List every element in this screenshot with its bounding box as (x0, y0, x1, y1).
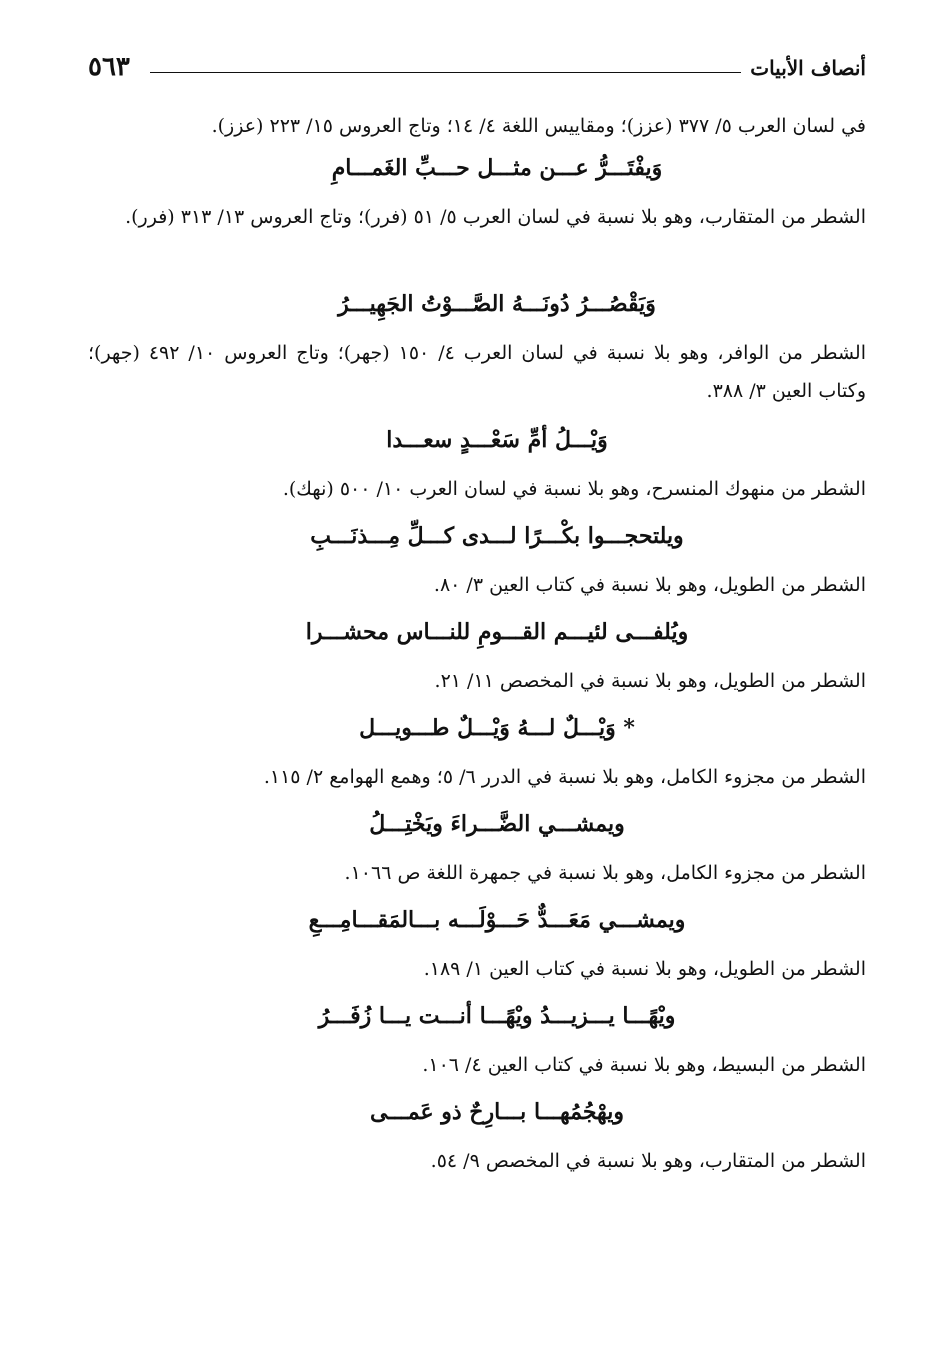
source-note: الشطر من منهوك المنسرح، وهو بلا نسبة في لسان العرب ١٠/ ٥٠٠ (نهك). (282, 478, 866, 500)
hemistich: وَيفْتَـــرُّ عـــن مثـــل حـــبِّ الغَمـــامِ (331, 155, 663, 181)
header-rule (150, 72, 741, 73)
source-note: الشطر من مجزوء الكامل، وهو بلا نسبة في الدرر ٦/ ٥؛ وهمع الهوامع ٢/ ١١٥. (263, 766, 866, 788)
source-note: الشطر من المتقارب، وهو بلا نسبة في المخصص ٩/ ٥٤. (430, 1150, 866, 1172)
hemistich: * وَيْـــلٌ لـــهُ وَيْـــلٌ طـــويـــل (359, 715, 635, 741)
hemistich: وَيْـــلُ أمِّ سَعْـــدٍ سعـــدا (386, 427, 608, 453)
source-note: الشطر من الطويل، وهو بلا نسبة في كتاب العين ٣/ ٨٠. (433, 574, 866, 596)
hemistich: ويهْجُمُهـــا بـــارِحٌ ذو عَمـــى (370, 1099, 624, 1125)
source-note: الشطر من الوافر، وهو بلا نسبة في لسان العرب ٤/ ١٥٠ (جهر)؛ وتاج العروس ١٠/ ٤٩٢ (جهر)؛ وكتاب العين ٣/ ٣٨٨. (88, 342, 866, 402)
hemistich: ويْهًـــا يـــزيـــدُ ويْهًـــا أنـــت يـــا زُفَـــرُ (318, 1003, 676, 1029)
verse-entry (88, 148, 866, 278)
page-content (88, 108, 866, 1188)
running-title: أنصاف الأبيات (750, 56, 866, 80)
verse-entry (88, 708, 866, 798)
page-number: ٥٦٣ (88, 52, 130, 82)
lead-line: في لسان العرب ٥/ ٣٧٧ (عزز)؛ ومقاييس اللغة ٤/ ١٤؛ وتاج العروس ١٥/ ٢٢٣ (عزز). (211, 115, 866, 137)
verse-entry (88, 996, 866, 1086)
hemistich: ويلتحجـــوا بكْـــرًا لـــدى كـــلِّ مِـــذنَـــبِ (310, 523, 684, 549)
source-note: الشطر من المتقارب، وهو بلا نسبة في لسان العرب ٥/ ٥١ (فرر)؛ وتاج العروس ١٣/ ٣١٣ (فرر). (125, 206, 866, 228)
page-header (88, 52, 866, 92)
source-note: الشطر من البسيط، وهو بلا نسبة في كتاب العين ٤/ ١٠٦. (422, 1054, 866, 1076)
source-note: الشطر من الطويل، وهو بلا نسبة في المخصص ١١/ ٢١. (434, 670, 866, 692)
verse-entry (88, 900, 866, 990)
hemistich: ويمشـــي الضَّـــراءَ ويَخْتِـــلُ (369, 811, 625, 837)
hemistich: وَيَقْصُـــرُ دُونَـــهُ الصَّـــوْتُ الجَهِيـــرُ (338, 291, 656, 317)
verse-entry (88, 420, 866, 510)
verse-entry (88, 804, 866, 894)
verse-entry (88, 612, 866, 702)
verse-entry (88, 1092, 866, 1182)
hemistich: ويُلفـــى لئيـــم القـــومِ للنـــاس محشـــرا (305, 619, 689, 645)
source-note: الشطر من الطويل، وهو بلا نسبة في كتاب العين ١/ ١٨٩. (423, 958, 866, 980)
verse-entry (88, 284, 866, 414)
source-note: الشطر من مجزوء الكامل، وهو بلا نسبة في جمهرة اللغة ص ١٠٦٦. (344, 862, 866, 884)
verse-entry (88, 516, 866, 606)
hemistich: ويمشـــي مَعَـــدٌّ حَـــوْلَـــه بـــالمَقـــامِـــعِ (308, 907, 686, 933)
